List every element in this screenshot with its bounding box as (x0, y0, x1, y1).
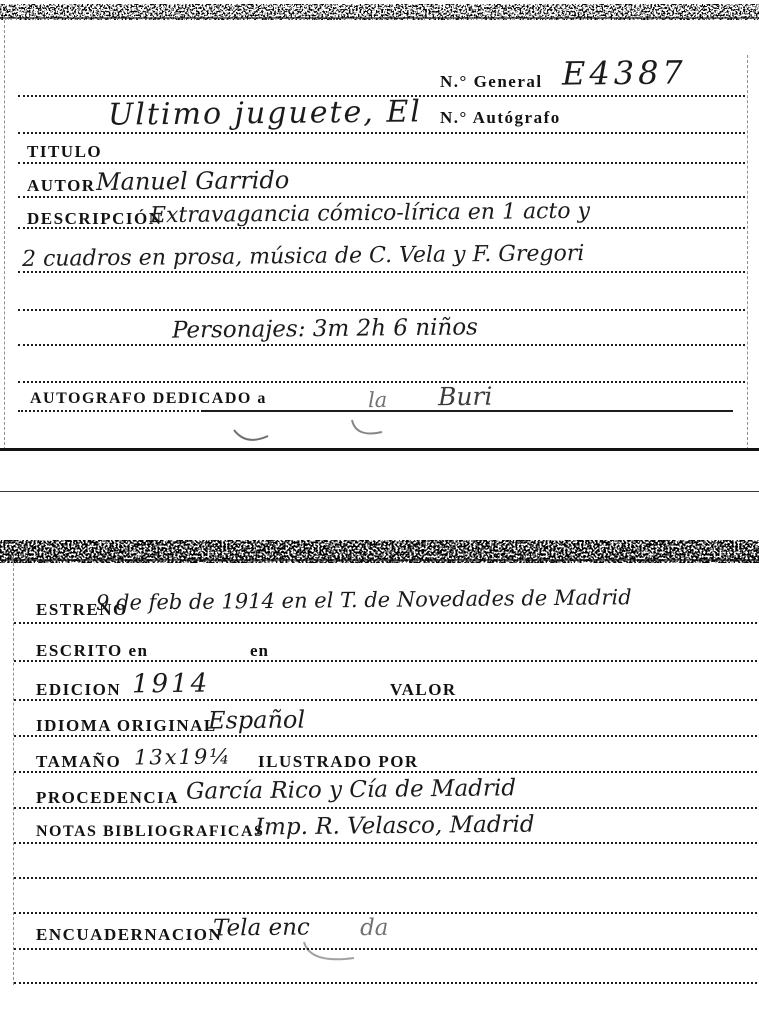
notas-bibliograficas-value: Imp. R. Velasco, Madrid (254, 811, 535, 841)
ruled-line (14, 660, 757, 662)
tamano-label: TAMAÑO (36, 752, 122, 771)
card2-left-edge (13, 563, 14, 985)
escrito-en2-label: en (250, 641, 269, 660)
no-autografo-label: N.° Autógrafo (440, 108, 561, 127)
fill-in-line (203, 410, 733, 412)
escrito-label: ESCRITO en (36, 641, 149, 660)
autografo-dedicado-value-part2: Buri (437, 381, 493, 412)
encuadernacion-value-part1: Tela enc (212, 914, 310, 942)
scan-separator-line (0, 491, 759, 492)
ruled-line (18, 344, 745, 346)
ruled-line (18, 309, 745, 311)
edicion-value: 1914 (131, 668, 211, 700)
ruled-line (14, 622, 757, 624)
smudge-stroke (300, 940, 360, 970)
ruled-line (14, 948, 757, 950)
ruled-line (14, 735, 757, 737)
valor-label: VALOR (390, 680, 457, 699)
ruled-line (18, 162, 745, 164)
ruled-line (18, 381, 745, 383)
encuadernacion-value-part2: da (359, 914, 389, 942)
titulo-label: TITULO (27, 142, 103, 161)
descripcion-label: DESCRIPCIÓN (27, 209, 163, 228)
ruled-line (18, 196, 745, 198)
no-general-value: E4387 (561, 53, 687, 93)
estreno-value: 9 de feb de 1914 en el T. de Novedades de Madrid (95, 585, 632, 615)
torn-edge-texture-middle (0, 540, 759, 563)
ruled-line (14, 807, 757, 809)
ruled-line (18, 132, 745, 134)
no-general-label: N.° General (440, 72, 543, 91)
notas-bibliograficas-label: NOTAS BIBLIOGRAFICAS (36, 823, 265, 840)
autografo-dedicado-label: AUTOGRAFO DEDICADO a (30, 390, 267, 407)
descripcion-line1: Extravagancia cómico-lírica en 1 acto y (149, 198, 591, 229)
torn-edge-texture-top (0, 4, 759, 20)
ruled-line (18, 410, 203, 412)
card1-left-edge (4, 20, 5, 450)
card1-right-edge (747, 55, 748, 450)
card1-bottom-edge (0, 448, 759, 451)
ruled-line (14, 877, 757, 879)
ruled-line (18, 271, 745, 273)
autor-label: AUTOR (27, 176, 96, 195)
idioma-original-value: Español (207, 705, 306, 735)
edicion-label: EDICION (36, 680, 122, 699)
ruled-line (14, 982, 757, 984)
personajes-value: Personajes: 3m 2h 6 niños (171, 314, 479, 344)
ruled-line (14, 771, 757, 773)
descripcion-line2: 2 cuadros en prosa, música de C. Vela y F. Gregori (21, 241, 585, 272)
autografo-dedicado-value-part1: la (367, 387, 388, 413)
ilustrado-por-label: ILUSTRADO POR (258, 752, 419, 771)
ruled-line (14, 842, 757, 844)
ruled-line (14, 912, 757, 914)
encuadernacion-label: ENCUADERNACION (36, 925, 223, 944)
pencil-stroke (232, 426, 272, 448)
tamano-value: 13x19¼ (133, 744, 232, 770)
pencil-stroke (350, 418, 386, 442)
procedencia-label: PROCEDENCIA (36, 788, 180, 807)
ruled-line (18, 227, 745, 229)
idioma-original-label: IDIOMA ORIGINAL (36, 716, 217, 735)
titulo-value: Ultimo juguete, El (107, 94, 423, 133)
autor-value: Manuel Garrido (95, 165, 290, 197)
procedencia-value: García Rico y Cía de Madrid (185, 775, 517, 805)
ruled-line (14, 699, 757, 701)
estreno-label: ESTRENO (36, 600, 128, 619)
